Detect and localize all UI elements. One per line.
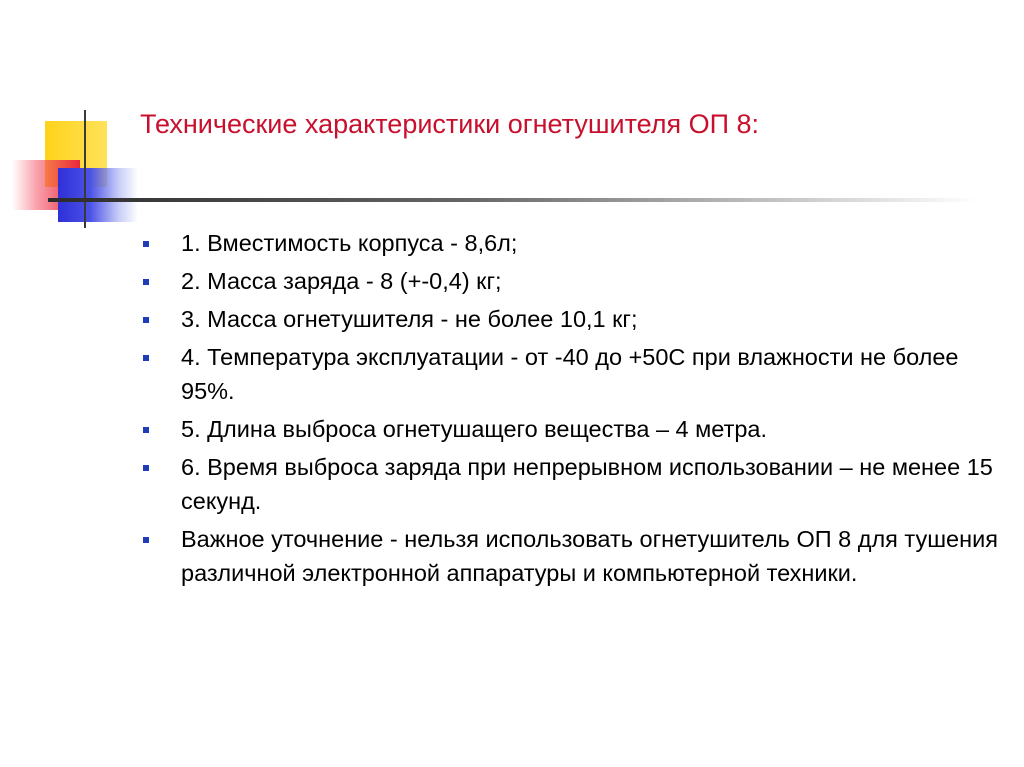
bullet-item-2 (138, 264, 1008, 298)
bullet-item-6 (138, 450, 1008, 518)
bullet-text: 6. Время выброса заряда при непрерывном использовании – не менее 15 секунд. (181, 454, 993, 514)
square-bullet-icon (143, 279, 149, 285)
bullet-item-4 (138, 340, 1008, 408)
square-bullet-icon (143, 241, 149, 247)
bullet-item-3 (138, 302, 1008, 336)
bullet-item-1 (138, 226, 1008, 260)
slide-title: Технические характеристики огнетушителя ОП 8: (140, 109, 760, 139)
square-bullet-icon (143, 465, 149, 471)
bullet-text: Важное уточнение - нельзя использовать огнетушитель ОП 8 для тушения различной электронной аппаратуры и компьютерной техники. (181, 526, 998, 586)
bullet-list (138, 226, 1008, 590)
square-bullet-icon (143, 355, 149, 361)
bullet-text: 1. Вместимость корпуса - 8,6л; (181, 230, 518, 256)
bullet-text: 3. Масса огнетушителя - не более 10,1 кг; (181, 306, 638, 332)
square-bullet-icon (143, 427, 149, 433)
bullet-item-5 (138, 412, 1008, 446)
bullet-text: 2. Масса заряда - 8 (+-0,4) кг; (181, 268, 502, 294)
bullet-text: 4. Температура эксплуатации - от -40 до +50С при влажности не более 95%. (181, 344, 959, 404)
vertical-rule (84, 110, 86, 228)
blue-square-decoration (58, 168, 138, 222)
square-bullet-icon (143, 537, 149, 543)
corner-decoration (0, 0, 140, 240)
slide-body (138, 226, 1008, 594)
bullet-text: 5. Длина выброса огнетушащего вещества – 4 метра. (181, 416, 768, 442)
title-underline-rule (48, 198, 978, 202)
bullet-item-7 (138, 522, 1008, 590)
square-bullet-icon (143, 317, 149, 323)
